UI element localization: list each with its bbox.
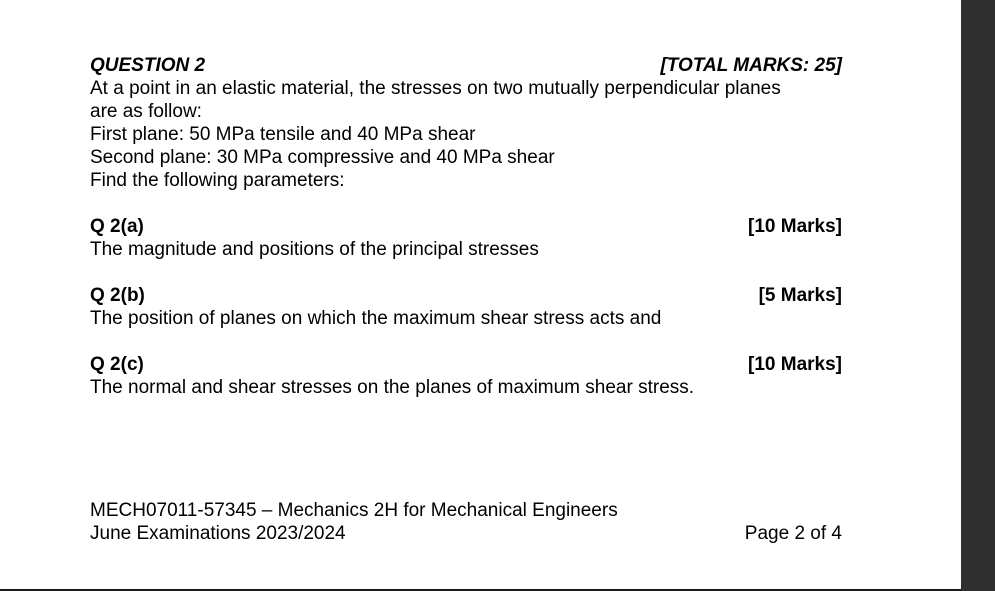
question-intro-line-4: Second plane: 30 MPa compressive and 40 MPa shear [90, 147, 555, 168]
footer-exam: June Examinations 2023/2024 [90, 523, 346, 544]
question-header [90, 54, 842, 77]
footer-bottom-row [90, 522, 842, 545]
page-footer [90, 499, 842, 545]
question-intro-line-3: First plane: 50 MPa tensile and 40 MPa shear [90, 124, 476, 145]
part-a-marks: [10 Marks] [748, 216, 842, 237]
part-b-label: Q 2(b) [90, 285, 145, 306]
question-intro-line-5: Find the following parameters: [90, 170, 345, 191]
part-c-header [90, 353, 842, 376]
part-b-header [90, 284, 842, 307]
part-c-marks: [10 Marks] [748, 354, 842, 375]
exam-page-content [90, 54, 842, 399]
part-a-header [90, 215, 842, 238]
vertical-scrollbar[interactable] [961, 0, 995, 591]
part-b-marks: [5 Marks] [758, 285, 842, 306]
question-intro-line-1: At a point in an elastic material, the stresses on two mutually perpendicular planes [90, 78, 781, 99]
part-b-text: The position of planes on which the maximum shear stress acts and [90, 308, 662, 329]
part-a-label: Q 2(a) [90, 216, 144, 237]
footer-page-number: Page 2 of 4 [744, 523, 842, 544]
part-c-label: Q 2(c) [90, 354, 144, 375]
question-intro-line-2: are as follow: [90, 101, 202, 122]
part-c-text: The normal and shear stresses on the planes of maximum shear stress. [90, 377, 695, 398]
question-title: QUESTION 2 [90, 55, 206, 76]
footer-course: MECH07011-57345 – Mechanics 2H for Mechanical Engineers [90, 500, 618, 521]
total-marks: [TOTAL MARKS: 25] [660, 55, 842, 76]
part-a-text: The magnitude and positions of the principal stresses [90, 239, 539, 260]
